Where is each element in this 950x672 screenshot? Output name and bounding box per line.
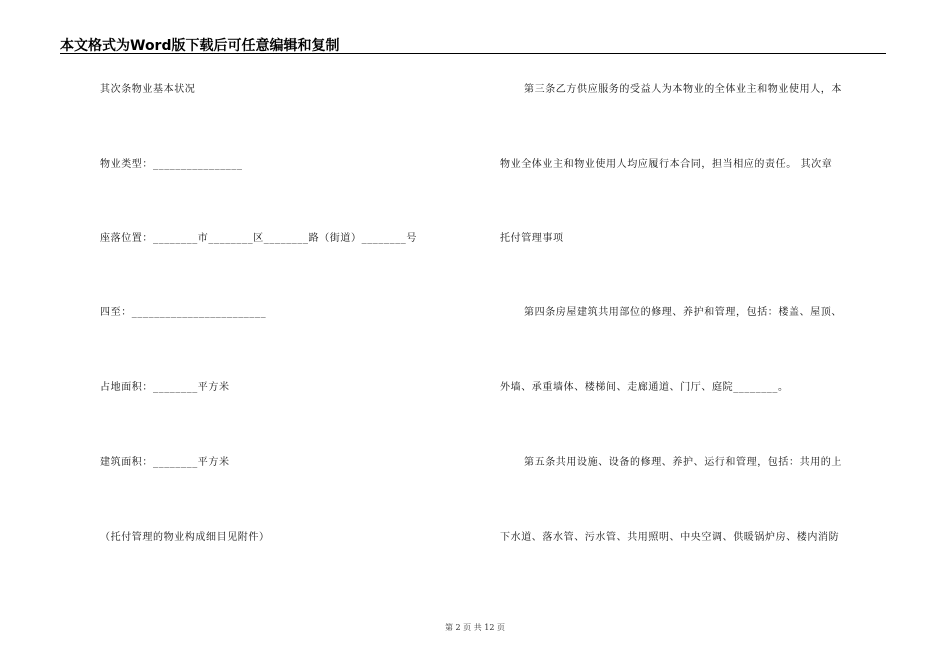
right-line-5: 外墙、承重墙体、楼梯间、走廊通道、门厅、庭院________。 (500, 382, 789, 393)
left-line-2: 物业类型：________________ (100, 159, 243, 170)
left-line-1: 其次条物业基本状况 (100, 84, 196, 95)
left-line-7: （托付管理的物业构成细目见附件） (100, 532, 270, 543)
right-line-3: 托付管理事项 (500, 233, 564, 244)
left-line-3: 座落位置：________市________区________路（街道）________号 (100, 233, 417, 244)
left-line-5: 占地面积：________平方米 (100, 382, 230, 393)
document-header-title: 本文格式为Word版下载后可任意编辑和复制 (60, 38, 340, 54)
right-line-1: 第三条乙方供应服务的受益人为本物业的全体业主和物业使用人，本 (524, 84, 842, 95)
right-line-4: 第四条房屋建筑共用部位的修理、养护和管理，包括：楼盖、屋顶、 (524, 307, 842, 318)
header-divider (60, 53, 886, 54)
page-number-footer: 第 2 页 共 12 页 (445, 623, 505, 632)
left-line-4: 四至：________________________ (100, 307, 267, 318)
left-line-6: 建筑面积：________平方米 (100, 457, 230, 468)
right-line-2: 物业全体业主和物业使用人均应履行本合同，担当相应的责任。 其次章 (500, 159, 833, 170)
right-line-6: 第五条共用设施、设备的修理、养护、运行和管理，包括：共用的上 (524, 457, 842, 468)
right-line-7: 下水道、落水管、污水管、共用照明、中央空调、供暖锅炉房、楼内消防 (500, 532, 840, 543)
